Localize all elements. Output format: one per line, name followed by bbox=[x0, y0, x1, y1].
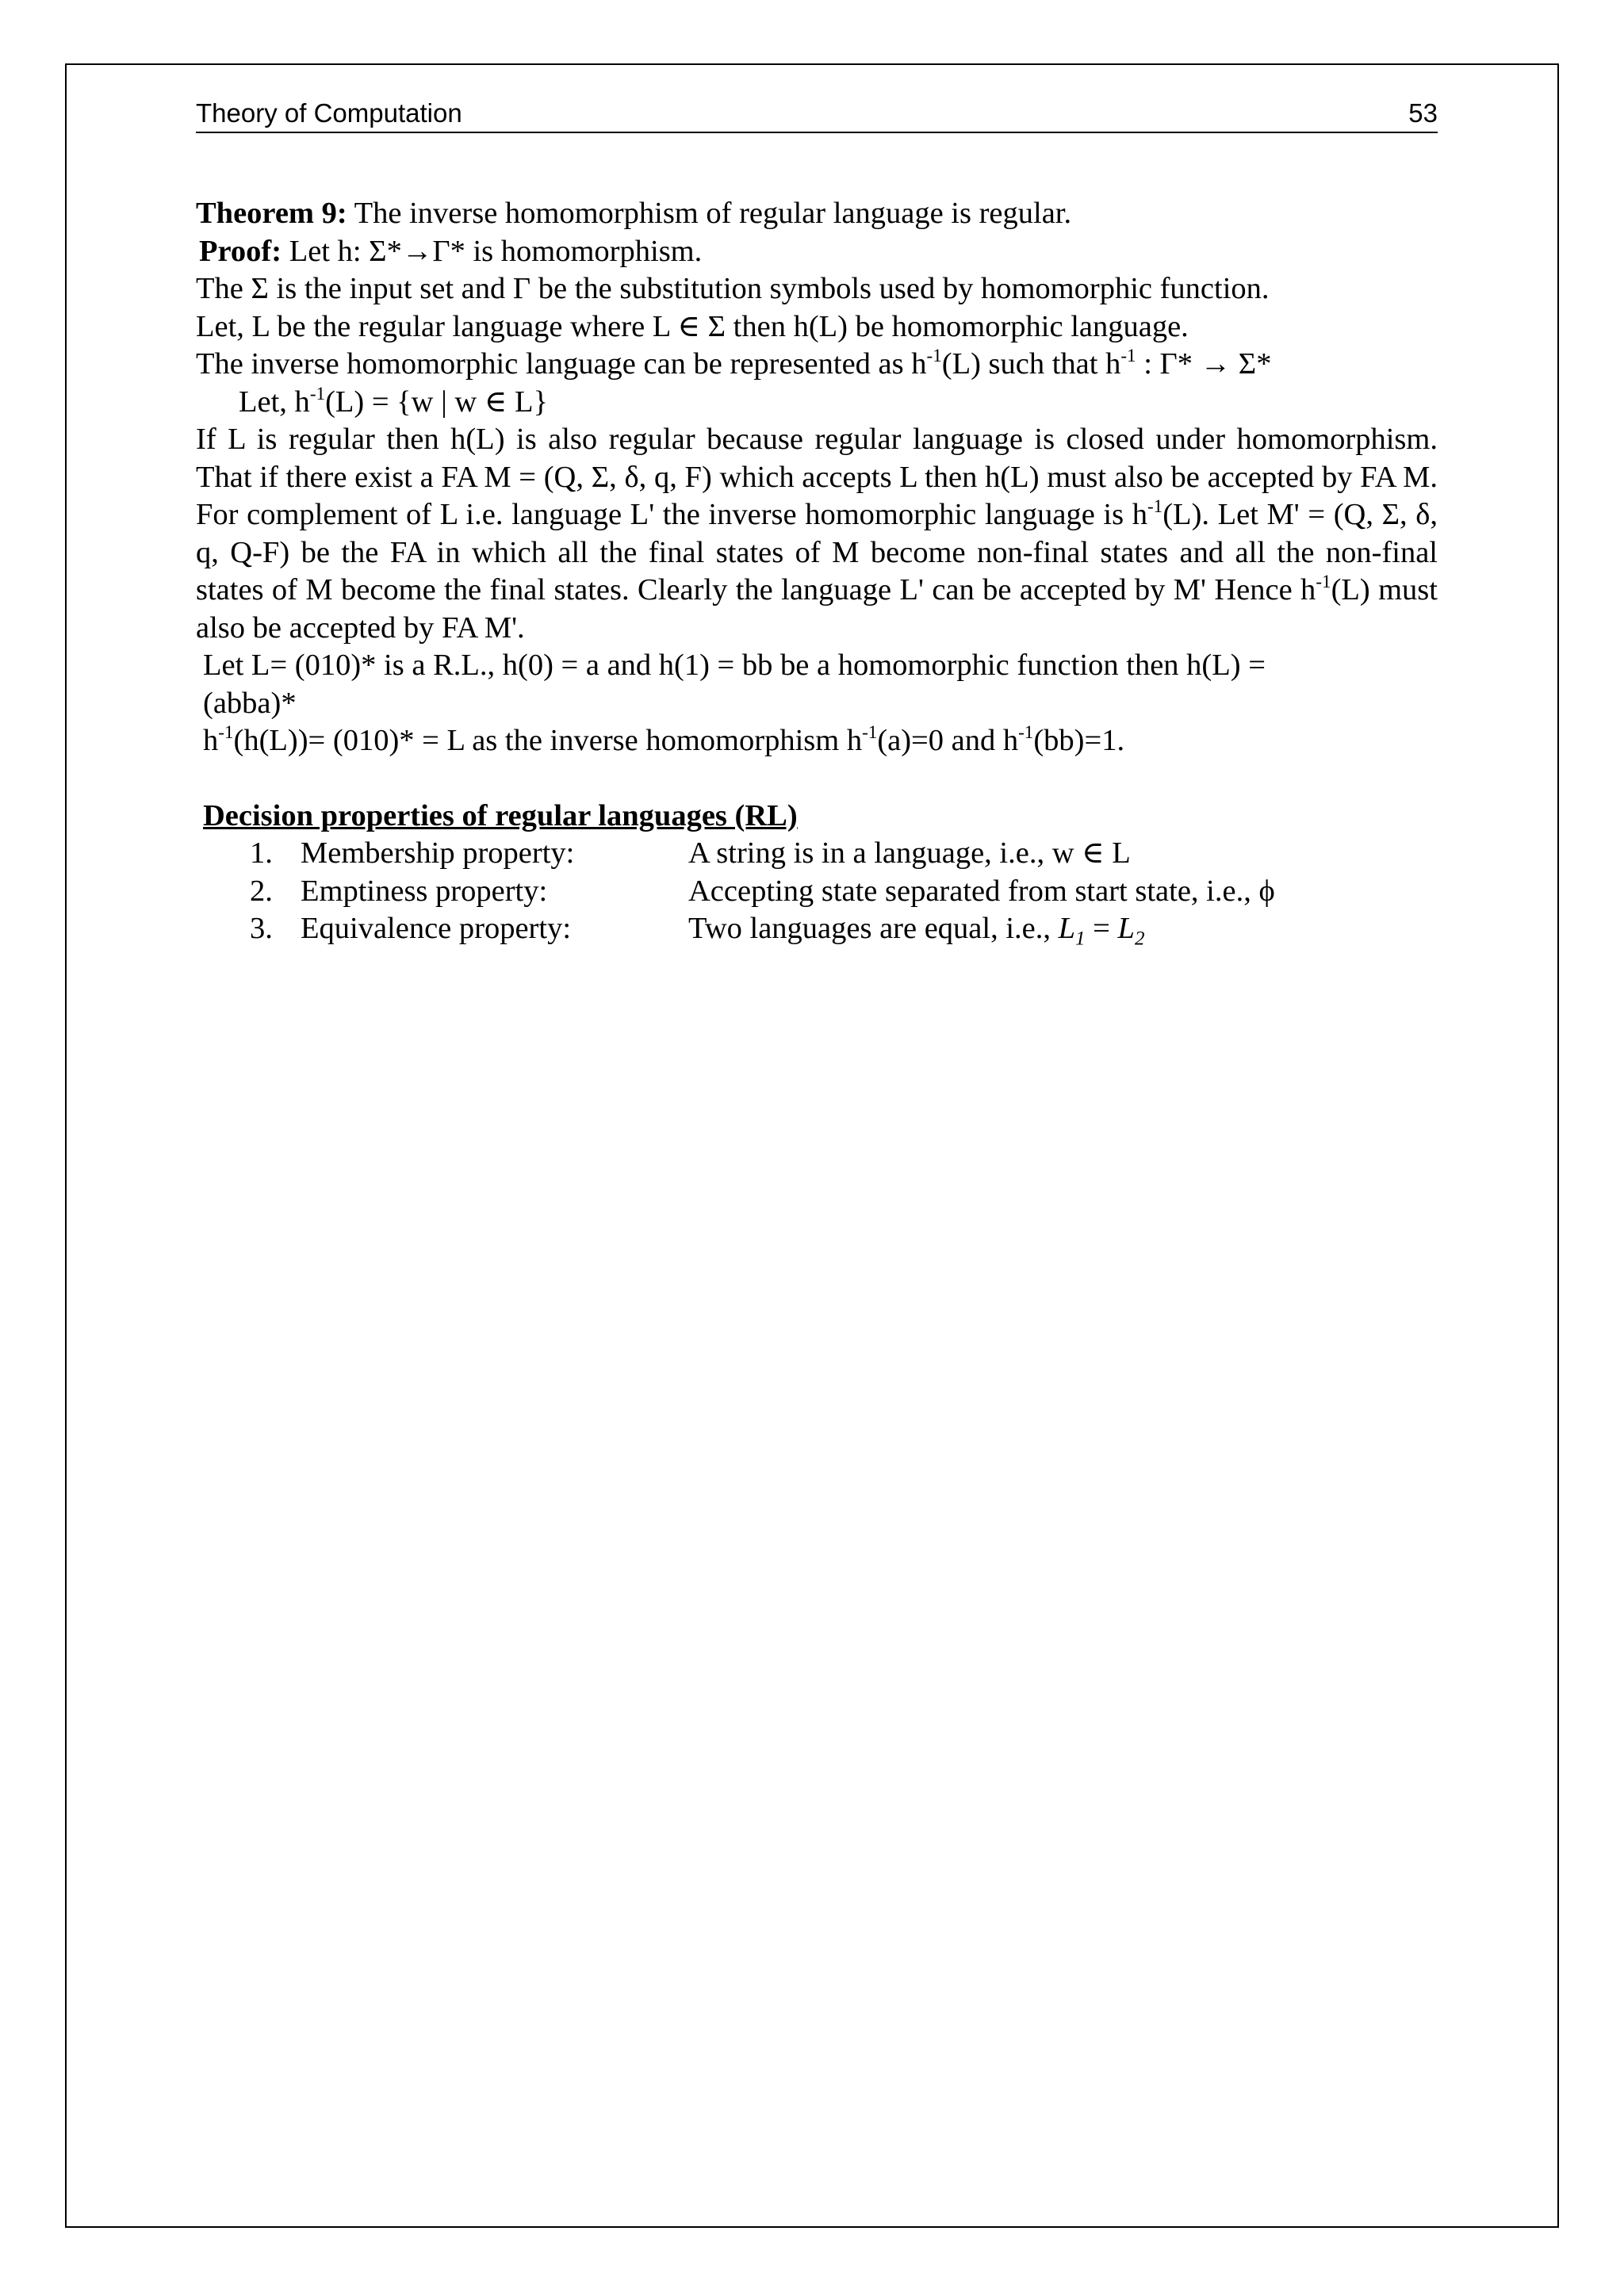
theorem-label: Theorem 9: bbox=[196, 197, 347, 230]
proof-line-1: Proof: Let h: Σ*→Γ* is homomorphism. bbox=[199, 234, 703, 268]
list-item: 3. Equivalence property: Two languages are equal, i.e., $L_1 = L_2$ bbox=[250, 912, 1145, 950]
main-content bbox=[196, 195, 1438, 948]
list-item: 2. Emptiness property: Accepting state separated from start state, i.e., ϕ bbox=[250, 874, 1275, 908]
example-line-3: $h^{-1}(h(L))= (010)* = L$ as the inverse homomorphism $h^{-1}(a)=0$ and $h^{-1}(bb)=1$. bbox=[203, 721, 1125, 757]
theorem-statement: Theorem 9: The inverse homomorphism of regular language is regular. bbox=[196, 197, 1072, 230]
page-header bbox=[196, 98, 1438, 133]
example-line-2: (abba)* bbox=[203, 686, 297, 720]
proof-line-5: Let, $h^{-1}(L) = \{w$ | w ∈ L} bbox=[239, 382, 548, 419]
proof-line-2: The Σ is the input set and Γ be the substitution symbols used by homomorphic function. bbox=[196, 272, 1270, 305]
running-title: Theory of Computation bbox=[196, 98, 462, 128]
proof-paragraph: If L is regular then h(L) is also regular because regular language is closed under homomorphism. That if there exist a FA M = (Q, Σ, δ, q, F) which accepts L then h(L) must also be accepted by FA M. For complement of L i.e. language L' the inverse homomorphic language is $h^{-1}(L)$. Let M' = (Q, Σ, δ, q, Q-F) be the FA in which all the final states of M become non-final states and all the non-final states of M become the final states. Clearly the language L' can be accepted by M' Hence $h^{-1}(L)$ must also be accepted by FA M'. bbox=[196, 423, 1438, 645]
example-line-1: Let L= (010)* is a R.L., h(0) = a and h(1) = bb be a homomorphic function then h(L) = bbox=[203, 649, 1266, 682]
proof-line-4: The inverse homomorphic language can be represented as $h^{-1}(L)$ such that $h^{-1}$ : Γ* → Σ* bbox=[196, 345, 1272, 381]
list-item: 1. Membership property: A string is in a language, i.e., w ∈ L bbox=[250, 836, 1131, 870]
proof-line-3: Let, L be the regular language where L ∈ Σ then h(L) be homomorphic language. bbox=[196, 309, 1189, 343]
decision-heading: Decision properties of regular languages (RL) bbox=[203, 798, 798, 832]
page-number: 53 bbox=[1408, 98, 1438, 128]
proof-label: Proof: bbox=[199, 234, 282, 268]
